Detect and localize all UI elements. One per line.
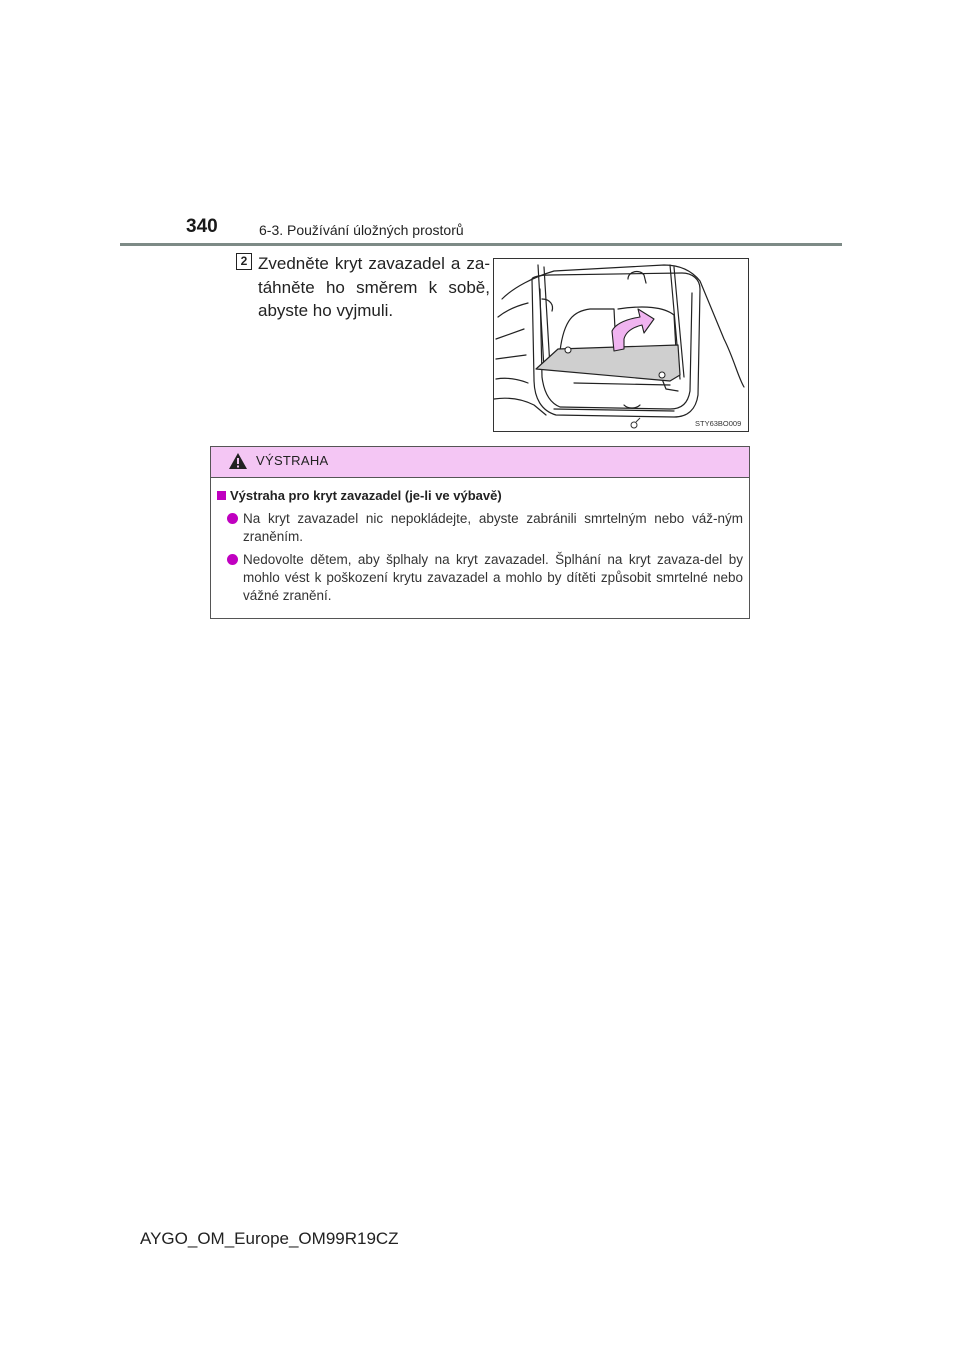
warning-item-text: Na kryt zavazadel nic nepokládejte, abyste zabránili smrtelným nebo váž-ným zraněním. bbox=[243, 511, 743, 544]
warning-header bbox=[211, 447, 749, 478]
round-bullet-icon bbox=[227, 513, 238, 524]
illustration-code: STY63BO009 bbox=[695, 419, 742, 428]
warning-subheading bbox=[217, 488, 502, 503]
page-number: 340 bbox=[186, 216, 218, 237]
step-line: abyste ho vyjmuli. bbox=[258, 301, 394, 320]
warning-triangle-icon bbox=[228, 452, 248, 470]
warning-box bbox=[210, 446, 750, 619]
footer-doc-id: AYGO_OM_Europe_OM99R19CZ bbox=[140, 1229, 399, 1248]
section-title: 6-3. Používání úložných prostorů bbox=[259, 222, 464, 238]
square-bullet-icon bbox=[217, 491, 226, 500]
step-line: táhněte ho směrem k sobě, bbox=[258, 277, 490, 297]
step-line: Zvedněte kryt zavazadel a za- bbox=[258, 254, 490, 273]
warning-list-item bbox=[227, 551, 743, 605]
warning-subheading-text: Výstraha pro kryt zavazadel (je-li ve výbavě) bbox=[230, 488, 502, 503]
step-instruction bbox=[258, 252, 490, 323]
step-number-badge: 2 bbox=[236, 253, 252, 270]
warning-list-item bbox=[227, 510, 743, 546]
warning-title: VÝSTRAHA bbox=[256, 453, 329, 468]
warning-item-text: Nedovolte dětem, aby šplhaly na kryt zavazadel. Šplhání na kryt zavaza-del by mohlo vést k poškození krytu zavazadel a mohlo by dítěti způsobit smrtelné nebo vážné zranění. bbox=[243, 552, 743, 603]
header-divider bbox=[120, 243, 842, 246]
round-bullet-icon bbox=[227, 554, 238, 565]
luggage-cover-illustration bbox=[493, 258, 749, 432]
